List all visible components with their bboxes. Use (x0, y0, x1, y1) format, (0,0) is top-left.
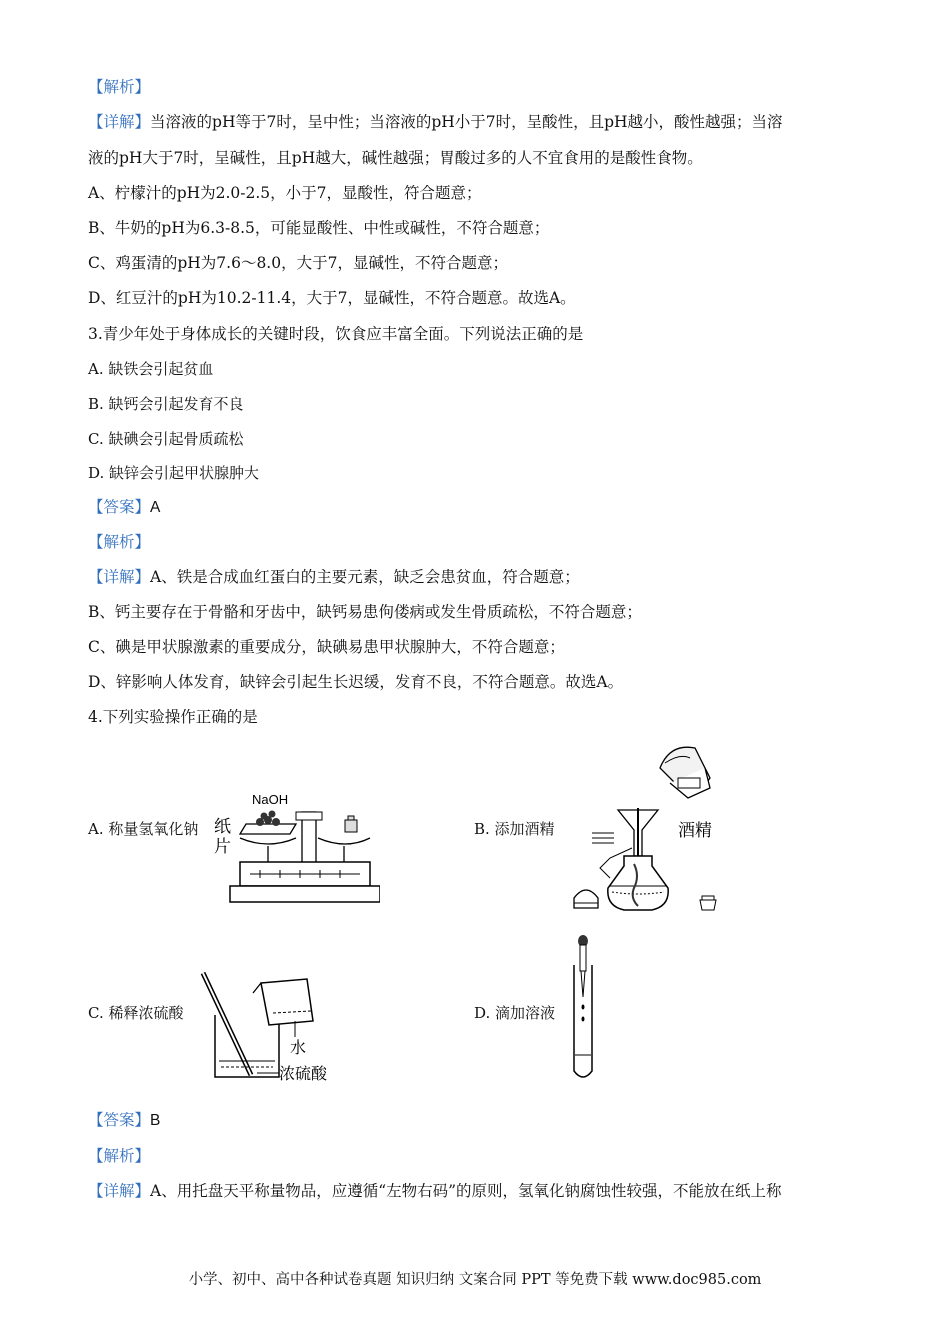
q3-option-d: D. 缺锌会引起甲状腺肿大 (88, 464, 260, 482)
q4-answer (88, 1109, 160, 1132)
question-3-stem: 3.青少年处于身体成长的关键时段，饮食应丰富全面。下列说法正确的是 (88, 325, 584, 343)
analysis-option-d: D、红豆汁的pH为10.2-11.4，大于7，显碱性，不符合题意。故选A。 (88, 289, 576, 307)
answer-tag: 【答案】 (88, 498, 151, 516)
detail-paragraph (88, 1180, 782, 1202)
detail-text: A、用托盘天平称量物品，应遵循“左物右码”的原则，氢氧化钠腐蚀性较强，不能放在纸上称 (150, 1182, 782, 1200)
question-4-stem: 4.下列实验操作正确的是 (88, 708, 258, 726)
analysis-option-c: C、碘是甲状腺激素的重要成分，缺碘易患甲状腺肿大，不符合题意； (88, 638, 565, 656)
analysis-option-a: A、柠檬汁的pH为2.0-2.5，小于7，显酸性，符合题意； (88, 184, 482, 202)
detail-text: 当溶液的pH等于7时，呈中性；当溶液的pH小于7时，呈酸性，且pH越小，酸性越强；当溶 (150, 113, 783, 131)
detail-text: A、铁是合成血红蛋白的主要元素，缺乏会患贫血，符合题意； (150, 568, 580, 586)
q4-option-b: B. 添加酒精 (474, 820, 555, 838)
paper-label-1: 纸 (214, 817, 231, 837)
detail-text-continued: 液的pH大于7时，呈碱性，且pH越大，碱性越强；胃酸过多的人不宜食用的是酸性食物。 (88, 149, 703, 167)
analysis-option-d: D、锌影响人体发育，缺锌会引起生长迟缓，发育不良，不符合题意。故选A。 (88, 673, 624, 691)
answer-tag: 【答案】 (88, 1111, 151, 1129)
water-label: 水 (290, 1038, 307, 1057)
q3-option-a: A. 缺铁会引起贫血 (88, 360, 214, 378)
page-footer: 小学、初中、高中各种试卷真题 知识归纳 文案合同 PPT 等免费下载 www.doc985.com (188, 1272, 762, 1288)
answer-value: B (150, 1112, 161, 1129)
q4-option-a: A. 称量氢氧化钠 (88, 820, 199, 838)
analysis-tag: 【解析】 (88, 533, 151, 551)
q3-option-c: C. 缺碘会引起骨质疏松 (88, 430, 244, 448)
paper-label-2: 片 (214, 837, 231, 857)
q3-option-b: B. 缺钙会引起发育不良 (88, 395, 244, 413)
detail-tag: 【详解】 (88, 113, 151, 131)
analysis-option-c: C、鸡蛋清的pH为7.6～8.0，大于7，显碱性，不符合题意； (88, 254, 508, 272)
dilution-figure (195, 965, 345, 1085)
detail-tag: 【详解】 (88, 568, 151, 586)
q4-option-c: C. 稀释浓硫酸 (88, 1004, 184, 1022)
q3-answer (88, 496, 160, 519)
alcohol-label: 酒精 (678, 821, 712, 841)
acid-label: 浓硫酸 (279, 1064, 328, 1083)
alcohol-lamp-figure (570, 738, 730, 913)
analysis-option-b: B、钙主要存在于骨骼和牙齿中，缺钙易患佝偻病或发生骨质疏松，不符合题意； (88, 603, 642, 621)
naoh-label: NaOH (252, 792, 289, 807)
q4-option-d: D. 滴加溶液 (474, 1004, 556, 1022)
analysis-tag: 【解析】 (88, 1147, 151, 1165)
analysis-tag: 【解析】 (88, 78, 151, 96)
balance-figure (210, 790, 380, 910)
test-tube-figure (568, 935, 598, 1085)
answer-value: A (150, 499, 161, 516)
detail-paragraph (88, 111, 783, 133)
detail-paragraph (88, 566, 580, 588)
analysis-option-b: B、牛奶的pH为6.3-8.5，可能显酸性、中性或碱性，不符合题意； (88, 219, 550, 237)
detail-tag: 【详解】 (88, 1182, 151, 1200)
